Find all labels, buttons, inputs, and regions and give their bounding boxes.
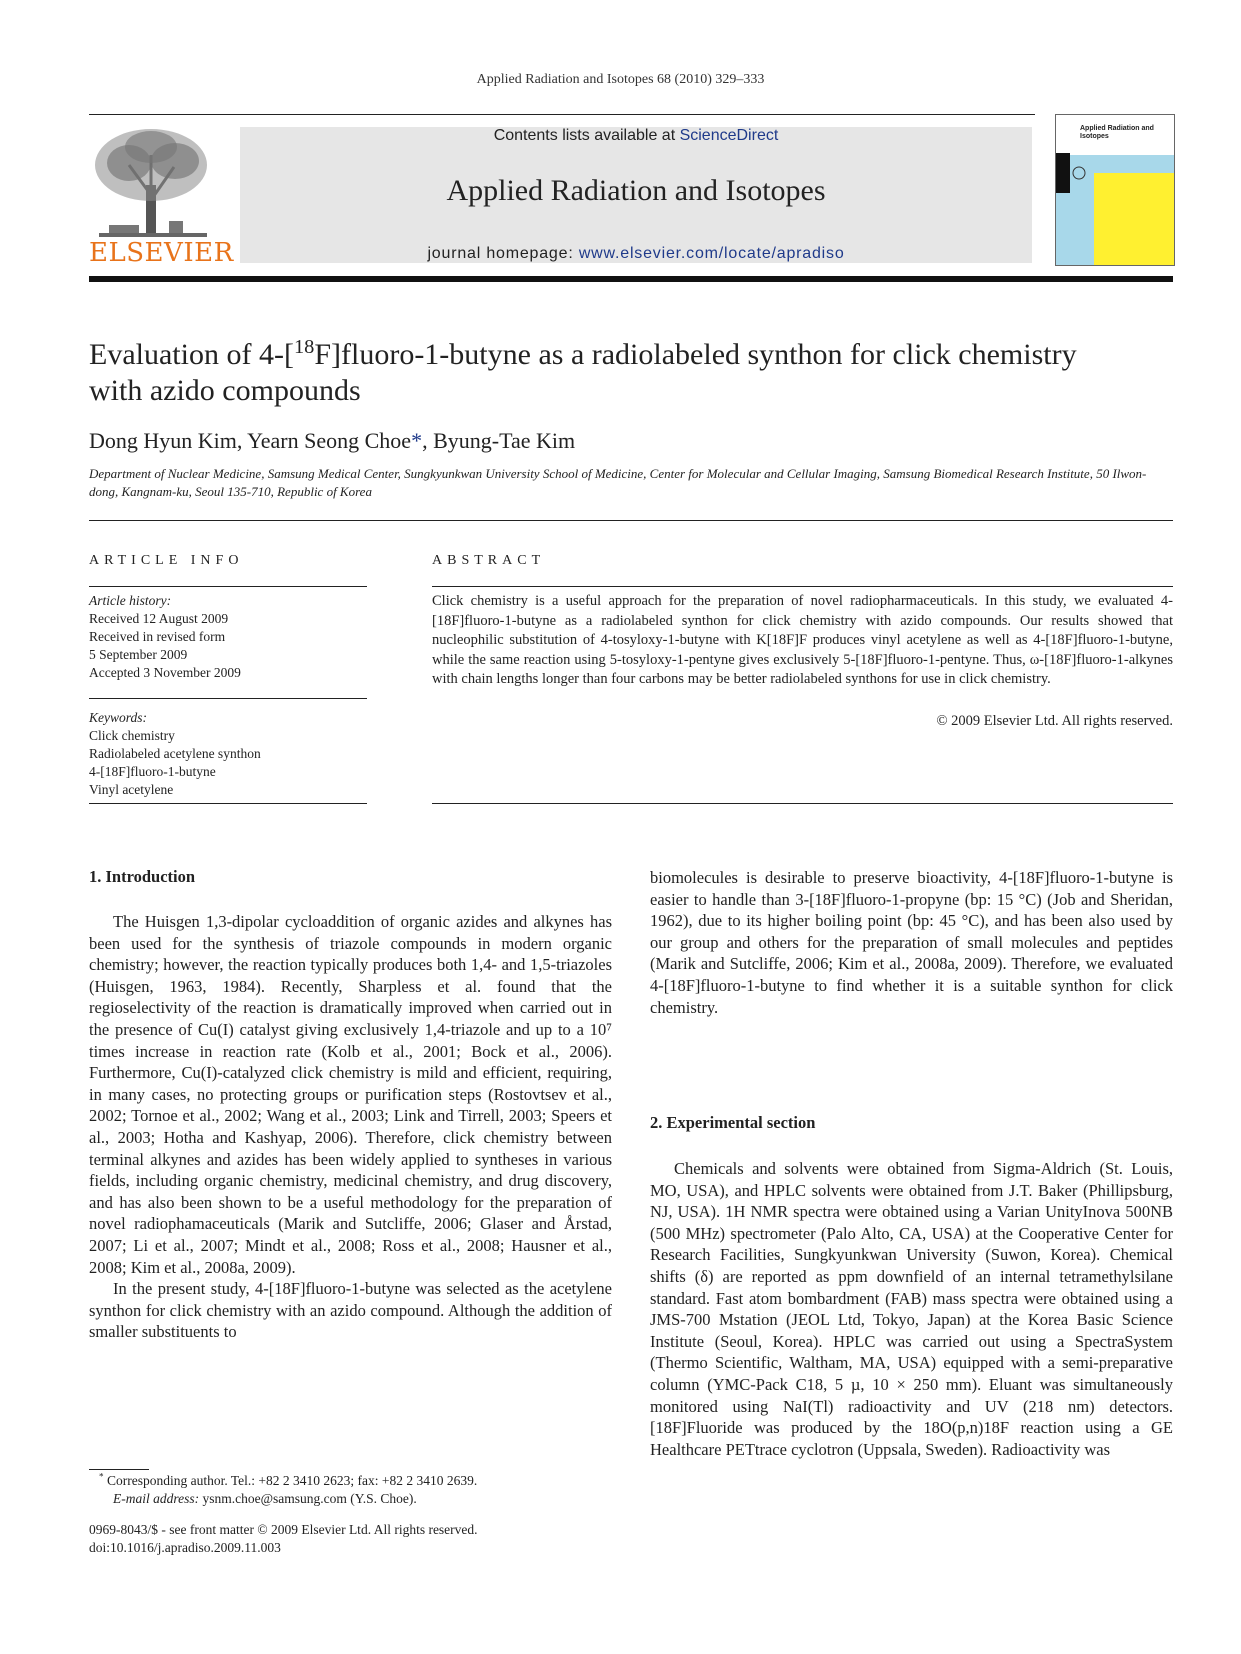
keyword-item: Click chemistry xyxy=(89,728,175,743)
contents-available-line xyxy=(240,127,1032,145)
cover-title: Applied Radiation and Isotopes xyxy=(1080,125,1154,140)
experimental-heading: 2. Experimental section xyxy=(650,1113,816,1132)
footnote-rule xyxy=(89,1469,149,1470)
corresponding-author-mark[interactable]: * xyxy=(411,428,423,453)
intro-paragraph-1: The Huisgen 1,3-dipolar cycloaddition of organic azides and alkynes has been used for the synthesis of triazole compounds in modern organic chemistry; however, the reaction typically produces both 1,4- and 1,5-triazoles (Huisgen, 1963, 1984). Recently, Sharpless et al. found that the regioselectivity of the reaction is dramatically improved when carried out in the presence of Cu(I) catalyst giving exclusively 1,4-triazole and up to a 10⁷ times increase in reaction rate (Kolb et al., 2001; Bock et al., 2006). Furthermore, Cu(I)-catalyzed click chemistry is mild and efficient, requiring, in many cases, no protecting groups or purification steps (Rostovtsev et al., 2002; Tornoe et al., 2002; Wang et al., 2003; Link and Tirrell, 2003; Speers et al., 2003; Hotha and Kashyap, 2006). Therefore, click chemistry between terminal alkynes and azides has been widely applied to syntheses in various fields, including organic chemistry, medicinal chemistry, and drug discovery, and has also been shown to be a useful methodology for the preparation of novel radiophamaceuticals (Marik and Sutcliffe, 2006; Glaser and Årstad, 2007; Li et al., 2007; Mindt et al., 2008; Ross et al., 2008; Hausner et al., 2008; Kim et al., 2008a, 2009). xyxy=(89,912,612,1277)
affiliation-rule xyxy=(89,520,1173,521)
affiliation: Department of Nuclear Medicine, Samsung Medical Center, Sungkyunkwan University School of Medicine, Center for Molecular and Cellular Imaging, Samsung Biomedical Research Institute, 50 Ilwon-dong, Kangnam-ku, Seoul 135-710, Republic of Korea xyxy=(89,466,1147,499)
intro-paragraph-2: In the present study, 4-[18F]fluoro-1-butyne was selected as the acetylene synthon for click chemistry with an azido compound. Although the addition of smaller substituents to xyxy=(89,1279,612,1342)
article-title xyxy=(89,337,1089,409)
keywords xyxy=(89,709,367,799)
sciencedirect-link[interactable]: ScienceDirect xyxy=(679,127,779,144)
elsevier-wordmark: ELSEVIER xyxy=(89,238,234,268)
introduction-body xyxy=(89,911,612,1343)
journal-name: Applied Radiation and Isotopes xyxy=(446,174,826,207)
journal-cover-thumbnail[interactable] xyxy=(1055,114,1175,266)
history-item: 5 September 2009 xyxy=(89,647,188,662)
introduction-heading: 1. Introduction xyxy=(89,867,196,886)
masthead-thick-rule xyxy=(89,276,1173,282)
journal-homepage-line xyxy=(240,245,1032,263)
footnote-line-2 xyxy=(89,1490,609,1508)
corresponding-author-contact: Corresponding author. Tel.: +82 2 3410 2623; fax: +82 2 3410 2639. xyxy=(103,1473,478,1488)
experimental-body xyxy=(650,1158,1173,1460)
abstract-text: Click chemistry is a useful approach for the preparation of novel radiopharmaceuticals. In this study, we evaluated 4-[18F]fluoro-1-butyne as a radiolabeled synthon for click chemistry with azido compounds. Our results showed that nucleophilic substitution of 4-tosyloxy-1-butyne with K[18F]F produces vinyl acetylene as well as 4-[18F]fluoro-1-butyne, while the same reaction using 5-tosyloxy-1-pentyne gives exclusively 5-[18F]fluoro-1-pentyne. Thus, ω-[18F]fluoro-1-alkynes with chain lengths longer than four carbons may be better radiolabeled synthons for use in click chemistry. xyxy=(432,593,1173,688)
title-part2: F]fluoro-1-butyne as a radiolabeled synthon for click chemistry with azido compounds xyxy=(89,338,1077,407)
email-address[interactable]: ysnm.choe@samsung.com (Y.S. Choe). xyxy=(199,1490,417,1506)
keyword-item: Vinyl acetylene xyxy=(89,782,174,797)
issn-line: 0969-8043/$ - see front matter © 2009 Elsevier Ltd. All rights reserved. xyxy=(89,1522,478,1537)
footnote-line-1 xyxy=(89,1472,609,1490)
introduction-continued xyxy=(650,867,1173,1018)
title-part1: Evaluation of 4-[ xyxy=(89,338,294,371)
doi-line[interactable]: doi:10.1016/j.apradiso.2009.11.003 xyxy=(89,1539,281,1555)
journal-masthead xyxy=(240,127,1032,263)
experimental-paragraph-1: Chemicals and solvents were obtained from Sigma-Aldrich (St. Louis, MO, USA), and HPLC solvents were obtained from J.T. Baker (Phillipsburg, NJ, USA). 1H NMR spectra were obtained using a Varian UnityInova 500NB (500 MHz) spectrometer (Palo Alto, CA, USA) at the Cooperative Center for Research Facilities, Sungkyunkwan University (Suwon, Korea). Chemical shifts (δ) are reported as ppm downfield of an internal tetramethylsilane standard. Fast atom bombardment (FAB) mass spectra were obtained using a JMS-700 Mstation (JEOL Ltd, Tokyo, Japan) at the Korea Basic Science Institute (Seoul, Korea). HPLC was carried out using a SpectraSystem (Thermo Scientific, Waltham, MA, USA) equipped with a semi-preparative column (YMC-Pack C18, 5 µ, 10 × 250 mm). Eluant was simultaneously monitored using NaI(Tl) radioactivity and UV (218 nm) detectors. [18F]Fluoride was produced by the 18O(p,n)18F reaction using a GE Healthcare PETtrace cyclotron (Uppsala, Sweden). Radioactivity was xyxy=(650,1159,1173,1459)
header-rule xyxy=(89,114,1035,115)
authors-tail: , Byung-Tae Kim xyxy=(422,428,576,453)
history-item: Received in revised form xyxy=(89,629,226,644)
authors: Dong Hyun Kim, Yearn Seong Choe xyxy=(89,428,412,453)
homepage-prefix: journal homepage: xyxy=(427,245,579,262)
intro-paragraph-continued: biomolecules is desirable to preserve bioactivity, 4-[18F]fluoro-1-butyne is easier to handle than 3-[18F]fluoro-1-propyne (bp: 15 °C) (Job and Sheridan, 1962), due to its higher boiling point (bp: 45 °C), and has been also used by our group and others for the preparation of small molecules and peptides (Marik and Sutcliffe, 2006; Kim et al., 2008a, 2009). Therefore, we evaluated 4-[18F]fluoro-1-butyne to find whether it is a suitable synthon for click chemistry. xyxy=(650,868,1173,1017)
history-label: Article history: xyxy=(89,593,172,608)
front-matter xyxy=(89,1521,609,1556)
abstract-heading: ABSTRACT xyxy=(432,553,546,568)
author-list xyxy=(89,428,575,454)
history-item: Received 12 August 2009 xyxy=(89,611,229,626)
footnote-mark: * xyxy=(99,1471,104,1482)
keywords-label: Keywords: xyxy=(89,710,147,725)
email-label: E-mail address: xyxy=(113,1490,200,1506)
article-info-heading: ARTICLE INFO xyxy=(89,553,244,568)
abstract-rule-top xyxy=(432,586,1173,587)
abstract-rule-bottom xyxy=(432,803,1173,804)
title-superscript: 18 xyxy=(293,336,315,358)
article-info-rule-bottom xyxy=(89,803,367,804)
journal-homepage-link[interactable]: www.elsevier.com/locate/apradiso xyxy=(578,245,845,262)
keyword-item: 4-[18F]fluoro-1-butyne xyxy=(89,764,216,779)
running-head: Applied Radiation and Isotopes 68 (2010) 329–333 xyxy=(476,72,765,87)
keyword-item: Radiolabeled acetylene synthon xyxy=(89,746,261,761)
abstract-copyright: © 2009 Elsevier Ltd. All rights reserved. xyxy=(936,713,1173,729)
article-info-rule-top xyxy=(89,586,367,587)
contents-prefix: Contents lists available at xyxy=(493,127,680,144)
corresponding-author-footnote xyxy=(89,1472,609,1507)
article-info-rule-mid xyxy=(89,698,367,699)
article-history xyxy=(89,592,367,682)
history-item: Accepted 3 November 2009 xyxy=(89,665,241,680)
